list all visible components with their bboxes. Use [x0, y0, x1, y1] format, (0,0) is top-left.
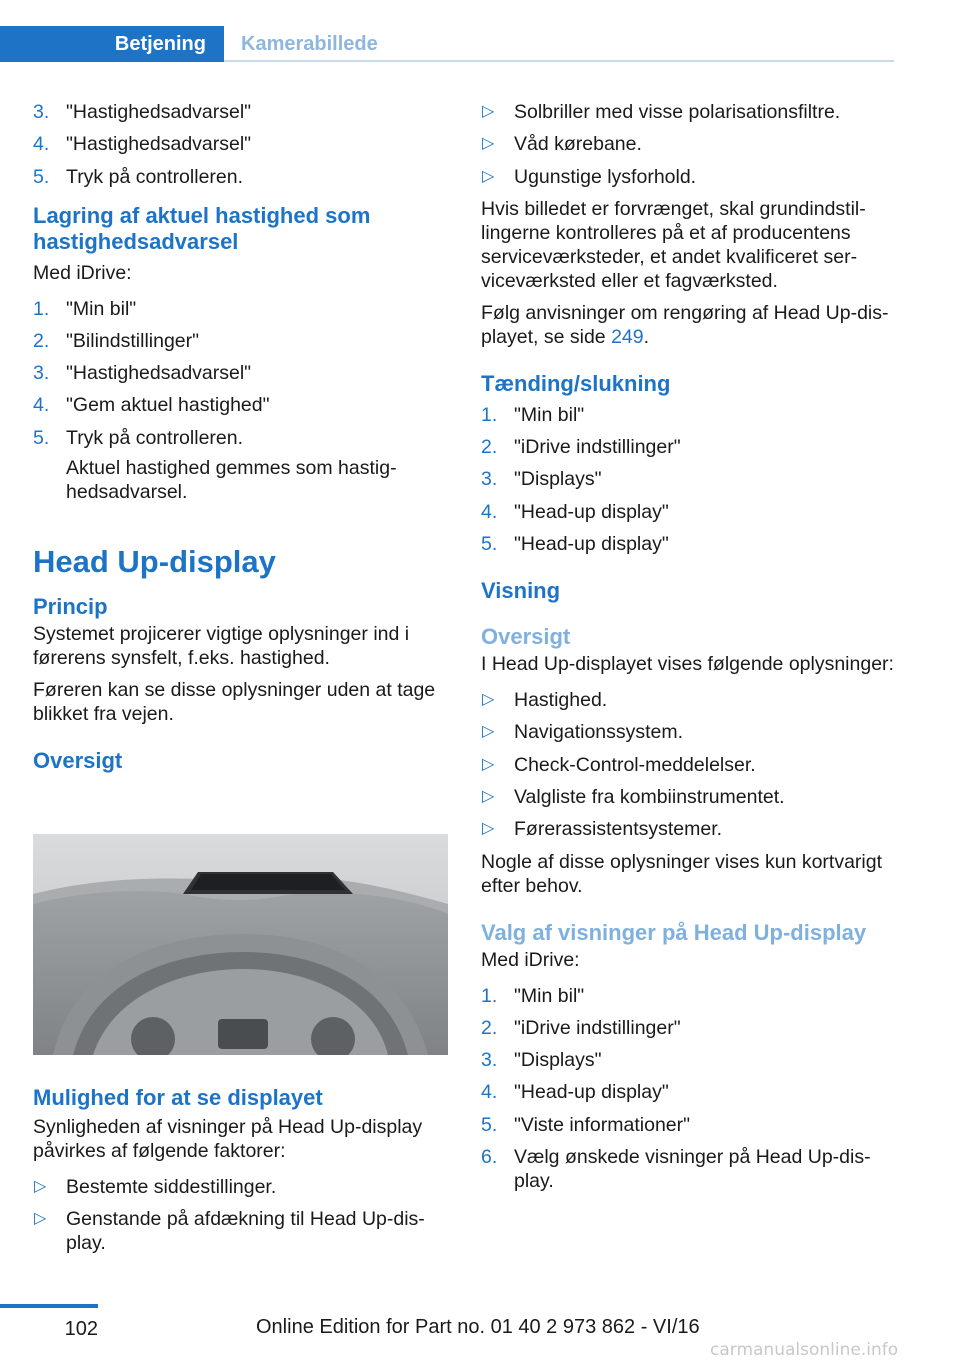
tab-kamerabillede[interactable]: Kamerabillede [224, 26, 894, 62]
princip-text-1: Systemet projicerer vigtige oplysninger ind i førerens synsfelt, f.eks. hastighed. [33, 622, 410, 669]
list-item: ▷ Våd kørebane. [482, 133, 642, 156]
watermark: carmanualsonline.info [710, 1340, 899, 1360]
left-column-lower [33, 1085, 448, 1264]
distortion-text: Hvis billedet er forvrænget, skal grundindstillingerne kontrolleres på et af producentens serviceværksteder, et andet kvalificeret serviceværksted eller et fagværksted. [481, 197, 866, 292]
bullet-triangle-icon: ▷ [482, 167, 495, 185]
numbered-list-select-views [481, 984, 896, 1193]
list-item: 1. "Min bil" [481, 984, 585, 1007]
list-item: 5. Tryk på controlleren. Aktuel hastighed gemmes som hastighedsadvarsel. [33, 426, 397, 503]
bullet-triangle-icon: ▷ [34, 1210, 47, 1228]
bullet-triangle-icon: ▷ [482, 103, 495, 120]
mulighed-text: Synligheden af visninger på Head Up-display påvirkes af følgende faktorer: [33, 1116, 423, 1162]
bullet-list-info [481, 688, 896, 841]
idrive-label: Med iDrive: [33, 261, 132, 284]
bullet-list-factors [33, 1175, 448, 1255]
list-item: ▷ Navigationssystem. [482, 721, 684, 744]
edition-note: Online Edition for Part no. 01 40 2 973 862 - VI/16 [256, 1316, 700, 1338]
tab-betjening[interactable]: Betjening [0, 26, 224, 62]
dashboard-illustration [33, 834, 448, 1055]
bullet-triangle-icon: ▷ [482, 787, 495, 805]
bullet-triangle-icon: ▷ [482, 135, 495, 153]
heading-oversigt-left: Oversigt [33, 747, 123, 773]
heading-mulighed: Mulighed for at se displayet [33, 1085, 323, 1110]
list-item: 4. "Gem aktuel hastighed" [33, 394, 270, 417]
heading-oversigt-right: Oversigt [481, 624, 571, 650]
bullet-triangle-icon: ▷ [34, 1178, 47, 1195]
heading-valg: Valg af visninger på Head Up-display [481, 919, 867, 945]
list-item: 6. Vælg ønskede visninger på Head Up-display. [481, 1146, 871, 1193]
right-column [481, 100, 896, 1201]
list-item: 2. "Bilindstillinger" [33, 329, 200, 352]
header-divider [224, 60, 894, 62]
bullet-list-factors-cont [481, 100, 896, 189]
bullet-triangle-icon: ▷ [482, 691, 495, 709]
list-item: 5. Tryk på controlleren. [33, 165, 244, 188]
list-item: 4. "Hastighedsadvarsel" [33, 133, 252, 156]
list-item: ▷ Valgliste fra kombiinstrumentet. [482, 785, 785, 808]
list-item: 1. "Min bil" [33, 297, 137, 320]
footer-accent-bar [0, 1304, 98, 1308]
list-item: 2. "iDrive indstillinger" [481, 436, 681, 459]
bullet-triangle-icon: ▷ [482, 820, 495, 838]
heading-taending: Tænding/slukning [481, 370, 671, 396]
list-item: 5. "Head-up display" [481, 533, 669, 556]
numbered-list-store-speed [33, 297, 448, 504]
list-item: 3. "Displays" [481, 1049, 602, 1072]
list-item: 4. "Head-up display" [481, 500, 669, 523]
list-item: 2. "iDrive indstillinger" [481, 1016, 681, 1039]
princip-text-2: Føreren kan se disse oplysninger uden at tage blikket fra vejen. [33, 678, 436, 725]
left-column [33, 100, 448, 780]
cleaning-text: Følg anvisninger om rengøring af Head Up-displayet, se side 249. [481, 301, 889, 348]
numbered-list-on-off [481, 403, 896, 556]
list-item: ▷ Bestemte siddestillinger. [34, 1176, 277, 1198]
list-item: 3. "Hastighedsadvarsel" [33, 101, 252, 123]
bullet-triangle-icon: ▷ [482, 755, 495, 773]
list-item: ▷ Hastighed. [482, 689, 608, 712]
list-item: 4. "Head-up display" [481, 1081, 669, 1104]
list-item: ▷ Ugunstige lysforhold. [482, 165, 697, 188]
numbered-list-speed-warning [33, 100, 448, 189]
heading-visning: Visning [481, 578, 561, 604]
page-link-249[interactable]: 249 [611, 325, 644, 348]
list-item: ▷ Genstande på afdækning til Head Up-display. [34, 1208, 425, 1255]
idrive-label: Med iDrive: [481, 948, 580, 971]
list-item: 3. "Displays" [481, 468, 602, 491]
bullet-triangle-icon: ▷ [482, 723, 495, 741]
oversigt-text: I Head Up-displayet vises følgende oplysninger: [481, 653, 894, 676]
heading-lagring: Lagring af aktuel hastighed som hastighedsadvarsel [33, 202, 371, 254]
list-item: 3. "Hastighedsadvarsel" [33, 362, 252, 385]
list-item: ▷ Solbriller med visse polarisationsfiltre. [482, 101, 841, 123]
list-item: ▷ Førerassistentsystemer. [482, 818, 723, 841]
list-item: 5. "Viste informationer" [481, 1113, 691, 1136]
page-number: 102 [64, 1318, 98, 1340]
list-item: ▷ Check-Control-meddelelser. [482, 753, 756, 776]
list-item: 1. "Min bil" [481, 403, 585, 426]
head-up-display-photo [33, 834, 448, 1055]
section-title-head-up-display: Head Up-display [33, 543, 276, 579]
heading-princip: Princip [33, 593, 108, 619]
note-text: Nogle af disse oplysninger vises kun kortvarigt efter behov. [481, 850, 883, 897]
